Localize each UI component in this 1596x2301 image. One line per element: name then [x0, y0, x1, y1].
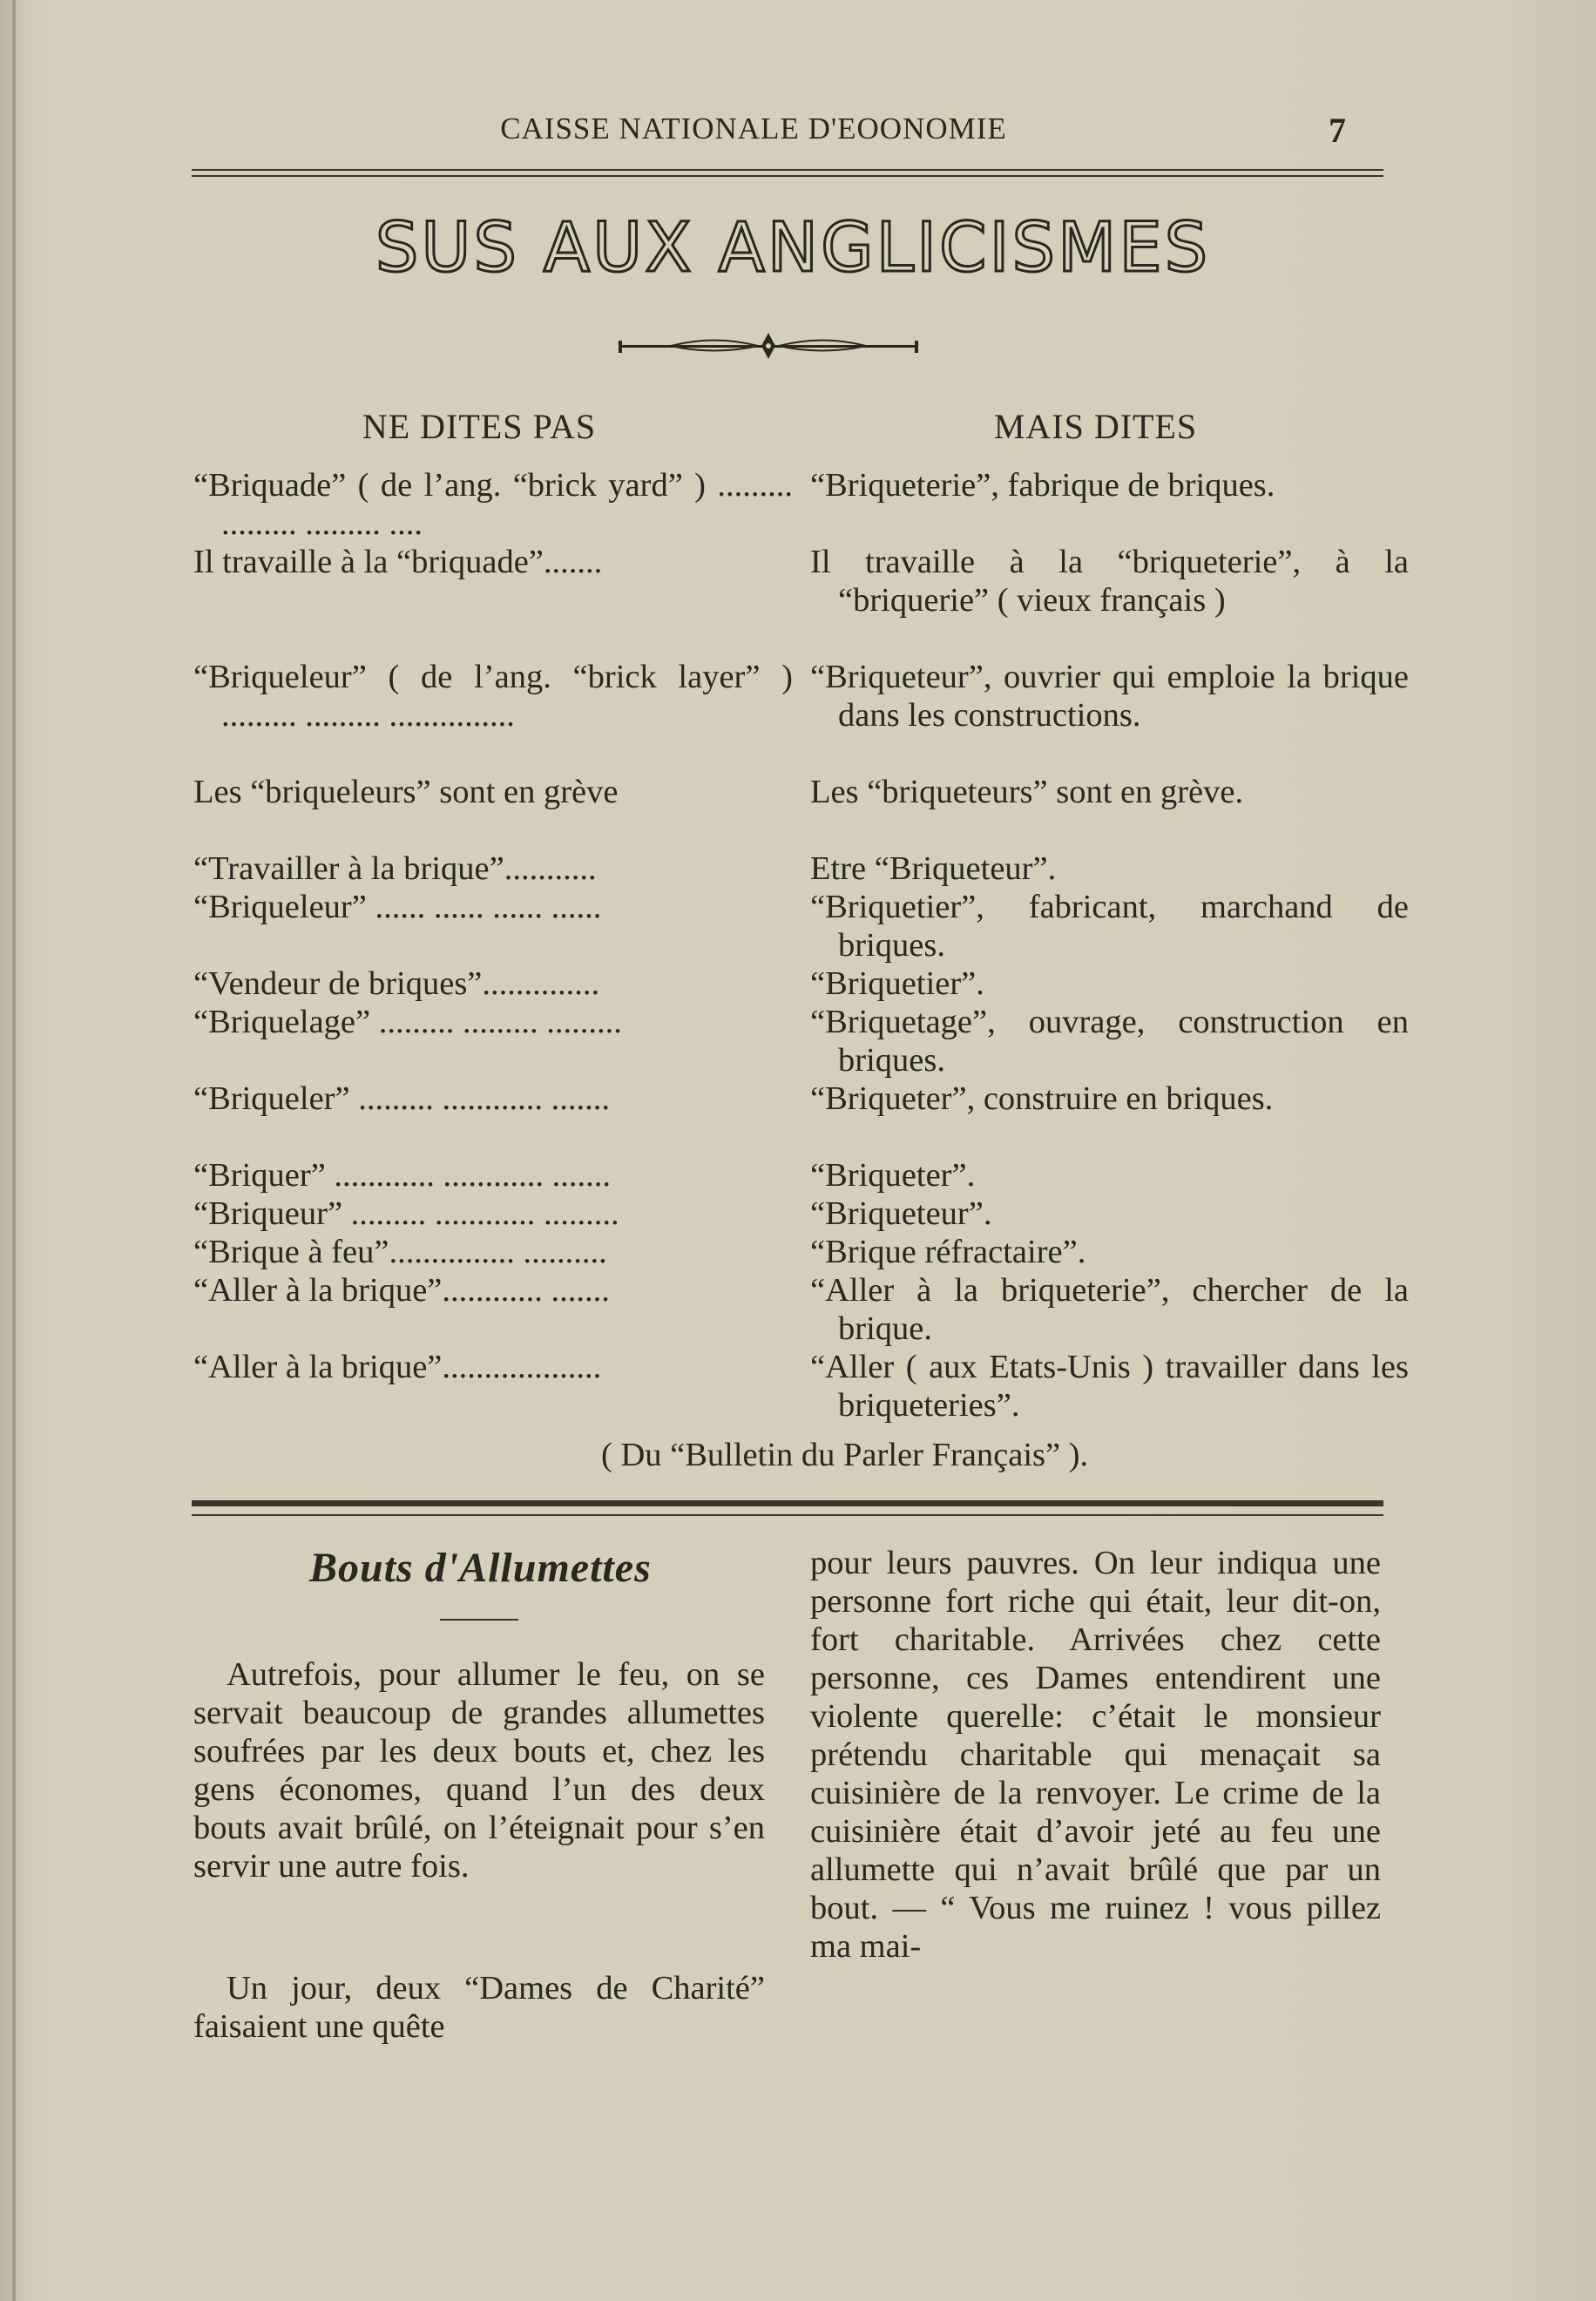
- title-underline: [440, 1619, 518, 1621]
- left-entry: “Briquer” ............ ............ .......: [193, 1157, 612, 1194]
- left-entry: “Aller à la brique”...................: [193, 1349, 602, 1385]
- source-citation: ( Du “Bulletin du Parler Français” ).: [601, 1437, 1089, 1473]
- left-entry: Les “briqueleurs” sont en grève: [193, 774, 619, 810]
- header-rule-top: [192, 169, 1383, 171]
- left-entry: Il travaille à la “briquade”.......: [193, 544, 603, 580]
- right-entry: “Aller à la briqueterie”, chercher de la brique.: [810, 1272, 1409, 1347]
- article-paragraph-2b: pour leurs pauvres. On leur indiqua une personne fort riche qui était, leur dit-on, fort charitable. Arrivées chez cette personne, ces Dames entendirent une violente querelle: c’était le monsieur prétendu charitable qui menaçait sa cuisinière de la renvoyer. Le crime de la cuisinière était d’avoir jeté au feu une allumette qui n’avait brûlé que par un bout. — “ Vous me ruinez ! vous pillez ma mai-: [810, 1545, 1381, 1965]
- right-entry: “Aller ( aux Etats-Unis ) travailler dans les briqueteries”.: [810, 1349, 1409, 1424]
- left-entry: “Briquade” ( de l’ang. “brick yard” ) ......... ......... ......... ....: [193, 467, 793, 542]
- right-entry: “Briquetier”, fabricant, marchand de briques.: [810, 889, 1409, 964]
- article-paragraph-1: Autrefois, pour allumer le feu, on se servait beaucoup de grandes allumettes soufrées par les deux bouts et, chez les gens économes, quand l’un des deux bouts avait brûlé, on l’éteignait pour s’en servir une autre fois.: [193, 1656, 765, 1885]
- left-entry: “Travailler à la brique”...........: [193, 850, 597, 887]
- right-entry: “Briquetier”.: [810, 965, 984, 1002]
- column-heading-left: NE DITES PAS: [362, 407, 597, 446]
- right-entry: “Brique réfractaire”.: [810, 1234, 1086, 1270]
- header-rule-bottom: [192, 175, 1383, 177]
- binding-edge: [12, 0, 16, 2301]
- left-entry: “Aller à la brique”............ .......: [193, 1272, 610, 1309]
- right-entry: “Briqueteur”, ouvrier qui emploie la brique dans les constructions.: [810, 659, 1409, 734]
- right-entry: “Briqueteur”.: [810, 1195, 992, 1232]
- right-entry: “Briqueter”.: [810, 1157, 976, 1194]
- running-title: CAISSE NATIONALE D'EOONOMIE: [500, 112, 1007, 146]
- left-entry: “Briquelage” ......... ......... .........: [193, 1004, 622, 1040]
- column-heading-right: MAIS DITES: [993, 407, 1198, 446]
- article-title-2: Bouts d'Allumettes: [309, 1545, 652, 1591]
- left-entry: “Briqueur” ......... ............ .........: [193, 1195, 619, 1232]
- article-title: SUS AUX ANGLICISMES: [375, 209, 1211, 288]
- right-entry: “Briqueterie”, fabrique de briques.: [810, 467, 1275, 504]
- right-entry: “Briqueter”, construire en briques.: [810, 1080, 1274, 1117]
- decorative-ornament-icon: [619, 329, 918, 364]
- page-number: 7: [1329, 111, 1346, 150]
- section-rule-thin: [192, 1514, 1383, 1516]
- left-entry: “Briqueleur” ( de l’ang. “brick layer” ) ......... ......... ...............: [193, 659, 793, 734]
- left-entry: “Brique à feu”............... ..........: [193, 1234, 607, 1270]
- left-entry: “Briqueler” ......... ............ .......: [193, 1080, 610, 1117]
- right-entry: Etre “Briqueteur”.: [810, 850, 1057, 887]
- section-rule-thick: [192, 1500, 1383, 1506]
- right-entry: Il travaille à la “briqueterie”, à la “briquerie” ( vieux français ): [810, 544, 1409, 619]
- left-entry: “Vendeur de briques”..............: [193, 965, 600, 1002]
- right-entry: “Briquetage”, ouvrage, construction en briques.: [810, 1004, 1409, 1079]
- left-entry: “Briqueleur” ...... ...... ...... ......: [193, 889, 602, 925]
- article-paragraph-2a: Un jour, deux “Dames de Charité” faisaient une quête: [193, 1970, 765, 2045]
- right-entry: Les “briqueteurs” sont en grève.: [810, 774, 1244, 810]
